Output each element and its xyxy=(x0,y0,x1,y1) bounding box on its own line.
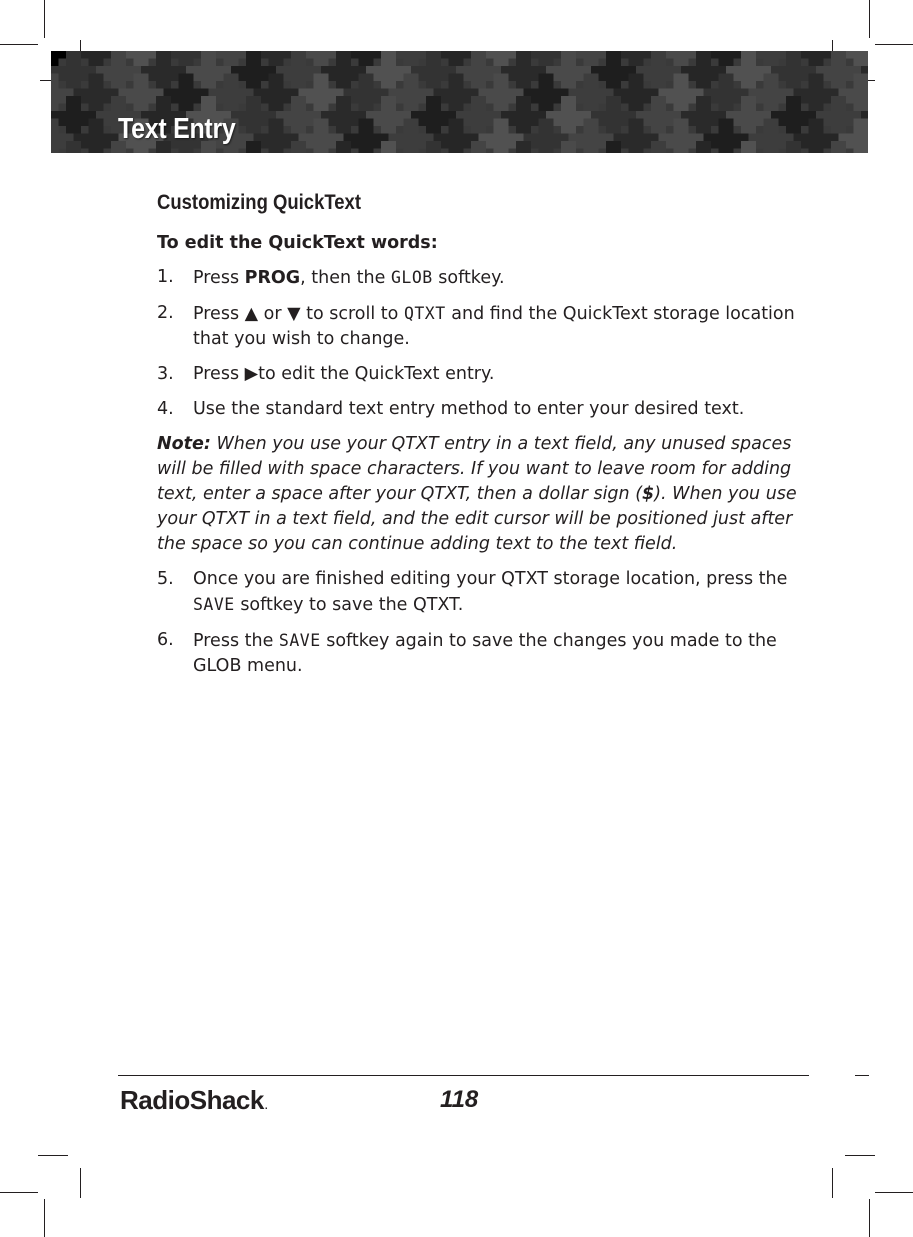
step-number: 1. xyxy=(157,267,174,287)
step-item: 1. Press PROG, then the GLOB softkey. xyxy=(157,267,505,288)
note-block: Note: When you use your QTXT entry in a text field, any unused spaces will be filled with space characters. If you want to leave room for adding text, enter a space after your QTXT, then a dollar sign ($). When you use your QTXT in a text field, and the edit cursor will be positioned just after the space so you can continue adding text to the text field. xyxy=(157,434,797,554)
crop-mark xyxy=(44,0,45,38)
crop-mark xyxy=(0,1192,38,1193)
step-number: 5. xyxy=(157,569,174,589)
crop-mark xyxy=(38,1155,68,1156)
crop-mark xyxy=(855,1075,869,1076)
step-number: 2. xyxy=(157,303,174,323)
step-item: 6. Press the SAVE softkey again to save the changes you made to the GLOB menu. xyxy=(157,630,777,676)
lcd-softkey: SAVE xyxy=(193,595,235,614)
lcd-softkey: QTXT xyxy=(403,304,446,323)
step-item: 3. Press ▶to edit the QuickText entry. xyxy=(157,362,797,387)
radioshack-logo: RadioShack. xyxy=(120,1085,268,1115)
crop-mark xyxy=(875,44,913,45)
dollar-symbol: $ xyxy=(642,484,655,504)
crop-mark xyxy=(845,1155,875,1156)
procedure-heading: To edit the QuickText words: xyxy=(157,233,438,253)
step-number: 3. xyxy=(157,364,174,384)
crop-mark xyxy=(875,1192,913,1193)
step-number: 4. xyxy=(157,399,174,419)
footer-divider xyxy=(118,1075,809,1076)
step-item: 5. Once you are finished editing your QTXT storage location, press the SAVE softkey to save the QTXT. xyxy=(157,569,788,615)
lcd-softkey: SAVE xyxy=(278,631,321,650)
crop-mark xyxy=(869,1199,870,1237)
crop-mark xyxy=(832,1168,833,1198)
section-heading: Customizing QuickText xyxy=(157,191,361,214)
step-item: 4. Use the standard text entry method to enter your desired text. xyxy=(157,397,797,422)
crop-mark xyxy=(44,1199,45,1237)
step-item: 2. Press ▲ or ▼ to scroll to QTXT and find the QuickText storage location that you wish to change. xyxy=(157,303,795,349)
step-number: 6. xyxy=(157,630,174,650)
crop-mark xyxy=(869,0,870,38)
note-label: Note: xyxy=(157,434,211,454)
page-content xyxy=(157,190,797,689)
crop-mark xyxy=(0,44,38,45)
page-number: 118 xyxy=(440,1086,479,1113)
lcd-softkey: GLOB xyxy=(390,268,433,287)
crop-mark xyxy=(80,1168,81,1198)
key-label: PROG xyxy=(244,268,301,288)
page-title: Text Entry xyxy=(118,113,236,145)
